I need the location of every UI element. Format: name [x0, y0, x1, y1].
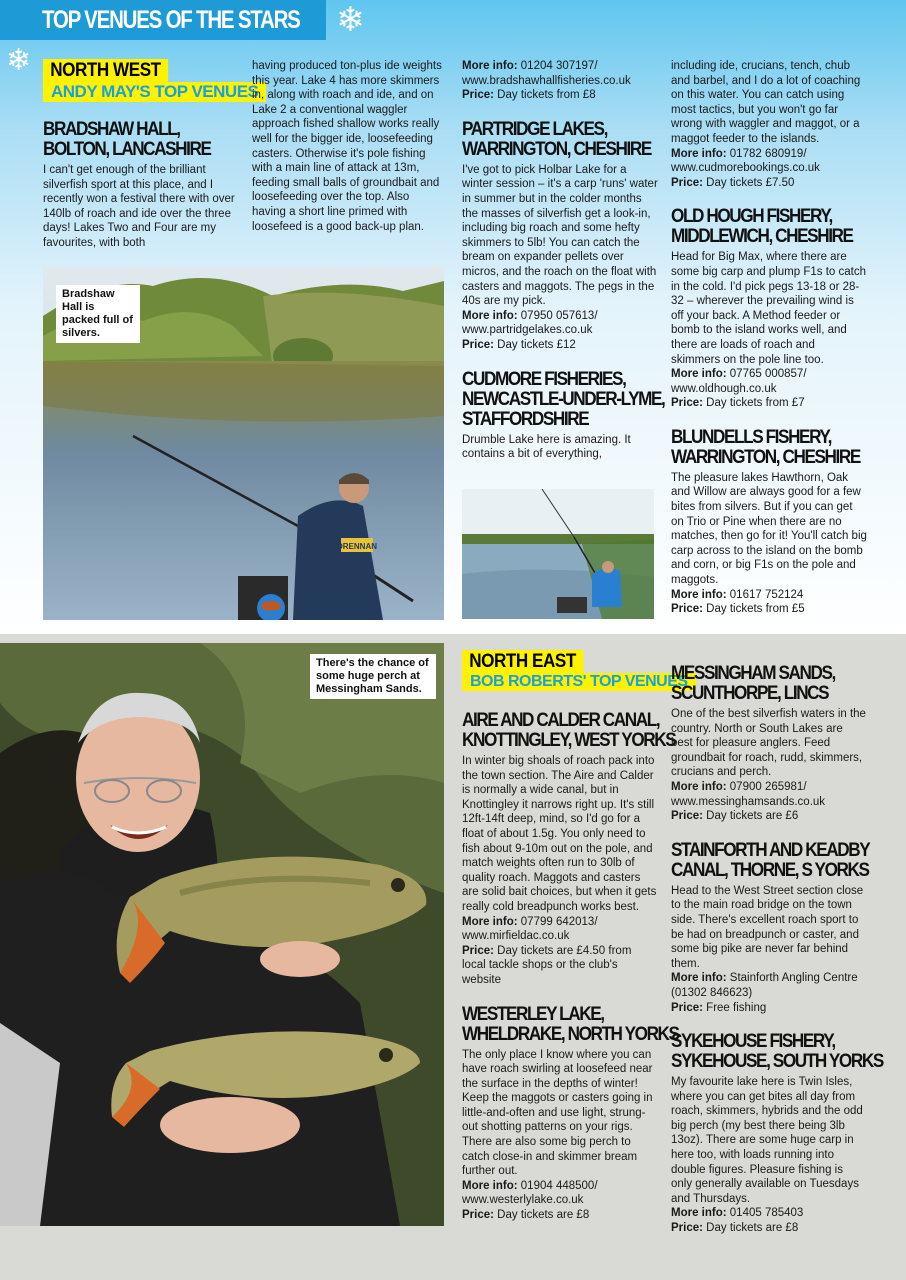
price-line: Price: Day tickets are £8 [671, 1222, 799, 1235]
perch-photo [0, 643, 444, 1226]
cudmore-photo [462, 489, 654, 619]
venue-body: The only place I know where you can have roach swirling at loosefeed near the surface in the depths of winter! Keep the maggots or casters going in little-and-often and use light, strung-out shotting patterns on your rigs. There are also some big perch to catch close-in and skimmer bream further out. [462, 1048, 653, 1178]
price-line: Price: Day tickets £7.50 [671, 176, 795, 189]
more-info-line: More info: 01782 680919/ www.cudmorebookings.co.uk [671, 147, 820, 175]
venue-body: My favourite lake here is Twin Isles, where you can get bites all day from roach, skimmers, hybrids and the odd big perch (my best there being 3lb 13oz). There are some huge carp in here too, with loads running into double figures. Pleasure fishing is only generally available on Tuesdays and Thursdays. [671, 1076, 863, 1205]
venue-title: CUDMORE FISHERIES, NEWCASTLE-UNDER-LYME, STAFFORDSHIRE [462, 367, 665, 430]
article-column [671, 59, 867, 617]
price-line: Price: Day tickets from £8 [462, 89, 596, 102]
venue-body: having produced ton-plus ide weights this year. Lake 4 has more skimmers in, along with roach and ide, and on Lake 2 a conventional waggler approach fished shallow works really well for the bigger ide, loosefeeding casters. Otherwise it's pole fishing with a main line of attack at 13m, feeding small balls of groundbait and loosefeeding over the top. Also having a short line primed with loosefeed is a good back-up plan. [252, 60, 442, 233]
venue-body: The pleasure lakes Hawthorn, Oak and Willow are always good for a few bites from silvers. But if you can get on Trio or Pine when there are no matches, then go for it! You'll catch big carp across to the island on the bomb and corn, or big F1s on the pole and maggots. [671, 471, 867, 587]
more-info-line: More info: 07950 057613/ www.partridgelakes.co.uk [462, 309, 598, 337]
price-line: Price: Free fishing [671, 1001, 767, 1014]
more-info-line: More info: Stainforth Angling Centre (01302 846623) [671, 972, 858, 999]
article-column [462, 709, 679, 1223]
venue-title: AIRE AND CALDER CANAL, KNOTTINGLEY, WEST YORKS [462, 709, 676, 751]
expert-label: BOB ROBERTS' TOP VENUES [462, 673, 696, 691]
more-info-line: More info: 01617 752124 [671, 588, 804, 601]
section-tag-north-west [43, 59, 266, 102]
venue-body: I've got to pick Holbar Lake for a winter session – it's a carp 'runs' water in summer but in the colder months the masses of silverfish get a look-in, including big roach and some hefty skimmers to 5lb! You can catch the bream on expander pellets over micros, and the roach on the float with casters and maggots. The pegs in the 40s are my pick. [462, 163, 658, 308]
price-line: Price: Day tickets from £7 [671, 397, 805, 410]
more-info-line: More info: 01204 307197/ www.bradshawhallfisheries.co.uk [462, 60, 631, 87]
shirt-logo: DRENNAN [337, 542, 377, 551]
venue-title: MESSINGHAM SANDS, SCUNTHORPE, LINCS [671, 662, 835, 704]
more-info-line: More info: 07799 642013/ www.mirfieldac.co.uk [462, 915, 598, 943]
more-info-line: More info: 07765 000857/ www.oldhough.co.uk [671, 368, 807, 395]
price-line: Price: Day tickets are £8 [462, 1209, 590, 1222]
article-column [252, 59, 446, 234]
region-label: NORTH EAST [462, 650, 583, 673]
article-column [671, 662, 883, 1236]
photo-caption: There's the chance of some huge perch at Messingham Sands. [310, 654, 436, 699]
venue-body: I can't get enough of the brilliant silverfish sport at this place, and I recently won a festival there with over 140lb of roach and ide over the three days! Lakes Two and Four are my favourites, with both [43, 164, 235, 249]
venue-title: STAINFORTH AND KEADBY CANAL, THORNE, S YORKS [671, 838, 870, 881]
venue-body: Head to the West Street section close to the main road bridge on the town side. There's excellent roach sport to be had on breadpunch or caster, and some big pike are never far behind them. [671, 884, 864, 970]
banner-title: TOP VENUES OF THE STARS [42, 6, 300, 34]
venue-body: Drumble Lake here is amazing. It contains a bit of everything, [462, 433, 631, 461]
expert-label: ANDY MAY'S TOP VENUES [43, 82, 266, 102]
venue-title: BRADSHAW HALL, BOLTON, LANCASHIRE [43, 118, 211, 160]
snowflake-icon: ❄ [336, 1, 365, 39]
snowflake-icon: ❄ [6, 44, 32, 77]
venue-title: PARTRIDGE LAKES, WARRINGTON, CHESHIRE [462, 117, 651, 160]
price-line: Price: Day tickets are £6 [671, 810, 799, 823]
price-line: Price: Day tickets are £4.50 from local tackle shops or the club's website [462, 944, 632, 986]
price-line: Price: Day tickets from £5 [671, 603, 805, 616]
venue-title: WESTERLEY LAKE, WHELDRAKE, NORTH YORKS [462, 1002, 679, 1045]
more-info-line: More info: 01405 785403 [671, 1207, 804, 1220]
more-info-line: More info: 01904 448500/ www.westerlylake.co.uk [462, 1179, 598, 1207]
section-tag-north-east [462, 650, 696, 691]
photo-caption: Bradshaw Hall is packed full of silvers. [56, 285, 140, 343]
more-info-line: More info: 07900 265981/ www.messinghamsands.co.uk [671, 780, 826, 808]
venue-body: In winter big shoals of roach pack into the town section. The Aire and Calder is normally a wide canal, but in Knottingley it narrows right up. It's still 12ft-14ft deep, mind, so I'd go for a float of about 1.5g. You only need to fish about 9-10m out on the pole, and match weights often run to 30lb of quality roach. Maggots and casters are solid bait choices, but when it gets really cold breadpunch works best. [462, 755, 657, 913]
region-label: NORTH WEST [43, 59, 168, 82]
price-line: Price: Day tickets £12 [462, 338, 576, 351]
venue-body: including ide, crucians, tench, chub and barbel, and I do a lot of coaching on this water. You can catch using most tactics, but you won't go far wrong with waggler and maggot, or a maggot feeder to the islands. [671, 60, 861, 145]
page-banner [0, 0, 326, 40]
article-column [43, 119, 241, 251]
venue-body: One of the best silverfish waters in the country. North or South Lakes are best for pleasure anglers. Feed groundbait for roach, rudd, skimmers, crucians and perch. [671, 708, 866, 779]
article-column [462, 59, 665, 462]
venue-body: Head for Big Max, where there are some big carp and plump F1s to catch in the cold. I'd pick pegs 13-18 or 28-32 – wherever the prevailing wind is off your back. A Method feeder or bomb to the island works well, and there are loads of roach and skimmers on the pole line too. [671, 251, 866, 366]
venue-title: OLD HOUGH FISHERY, MIDDLEWICH, CHESHIRE [671, 205, 853, 248]
venue-title: BLUNDELLS FISHERY, WARRINGTON, CHESHIRE [671, 425, 860, 468]
venue-title: SYKEHOUSE FISHERY, SYKEHOUSE, SOUTH YORKS [671, 1030, 883, 1073]
